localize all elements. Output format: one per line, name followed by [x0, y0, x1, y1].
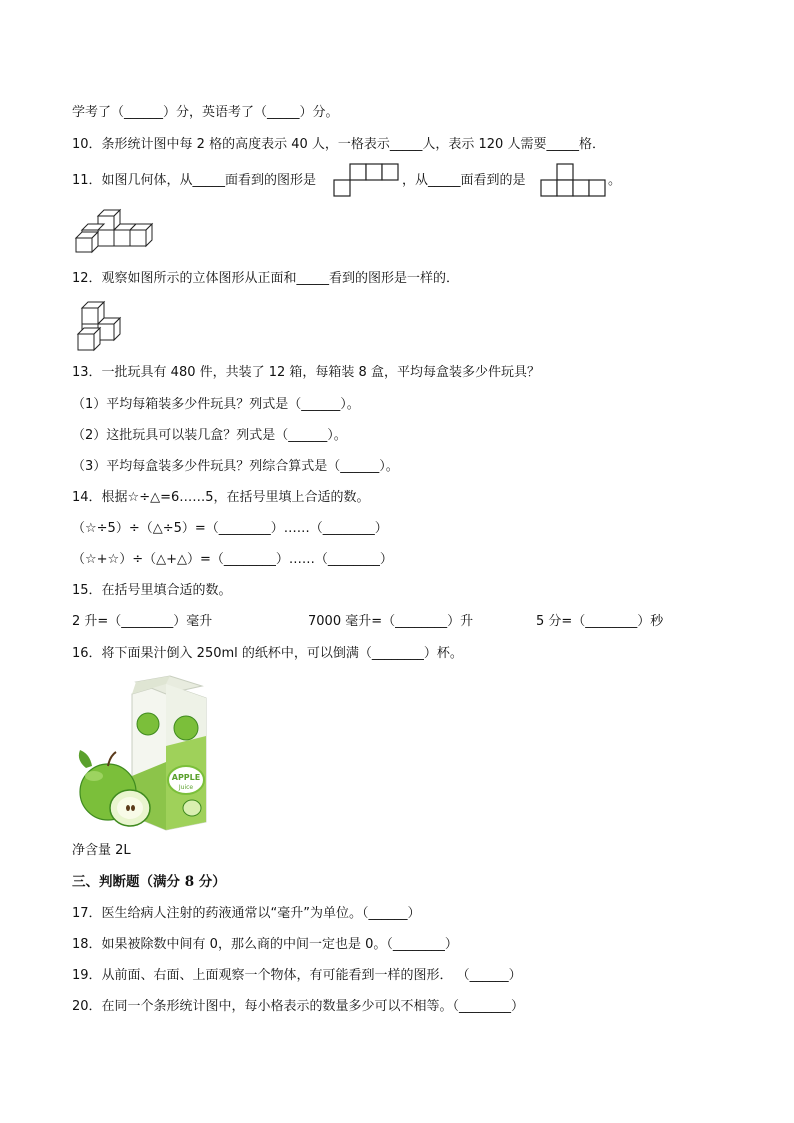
question-10: 10．条形统计图中每 2 格的高度表示 40 人，一格表示_____人，表示 120 人需要_____格． [72, 137, 605, 152]
q11-view-shape-2 [540, 163, 606, 197]
question-16-caption: 净含量 2L [72, 843, 131, 858]
question-13-sub-1: （1）平均每箱装多少件玩具？列式是（______）。 [72, 397, 360, 412]
question-13-sub-2: （2）这批玩具可以装几盒？列式是（______）。 [72, 428, 347, 443]
question-11-part-a: 11．如图几何体，从_____面看到的图形是 [72, 173, 317, 188]
carton-brand-text: APPLE [171, 773, 201, 782]
carton-sub-text: Juice [178, 784, 194, 791]
question-16: 16．将下面果汁倒入 250ml 的纸杯中，可以倒满（________）杯。 [72, 646, 463, 661]
question-11-part-c: 。 [608, 173, 622, 188]
apple-juice-carton-image [74, 676, 210, 832]
q11-cube-figure [74, 208, 154, 254]
question-12: 12．观察如图所示的立体图形从正面和_____看到的图形是一样的． [72, 271, 460, 286]
q9-continuation: 学考了（______）分，英语考了（_____）分。 [72, 105, 339, 120]
question-15-item-b: 7000 毫升=（________）升 [308, 614, 474, 629]
question-14: 14．根据☆÷△=6……5，在括号里填上合适的数。 [72, 490, 370, 505]
question-18: 18．如果被除数中间有 0，那么商的中间一定也是 0。（________） [72, 937, 458, 952]
question-20: 20．在同一个条形统计图中，每小格表示的数量多少可以不相等。（________） [72, 999, 525, 1014]
question-15-item-c: 5 分=（________）秒 [536, 614, 664, 629]
question-17: 17．医生给病人注射的药液通常以“毫升”为单位。（______） [72, 906, 421, 921]
question-14-sub-2: （☆+☆）÷（△+△）=（________）……（________） [72, 552, 393, 567]
q11-view-shape-1 [333, 163, 401, 197]
question-15: 15．在括号里填合适的数。 [72, 583, 232, 598]
question-19: 19．从前面、右面、上面观察一个物体，有可能看到一样的图形． （______） [72, 968, 522, 983]
question-13: 13．一批玩具有 480 件，共装了 12 箱，每箱装 8 盒，平均每盒装多少件玩具？ [72, 365, 540, 380]
question-11-part-b: ，从_____面看到的是 [402, 173, 526, 188]
question-14-sub-1: （☆÷5）÷（△÷5）=（________）……（________） [72, 521, 388, 536]
question-15-item-a: 2 升=（________）毫升 [72, 614, 213, 629]
q12-cube-figure [76, 298, 132, 354]
section-3-heading: 三、判断题（满分 8 分） [72, 874, 226, 890]
question-13-sub-3: （3）平均每盒装多少件玩具？列综合算式是（______）。 [72, 459, 399, 474]
